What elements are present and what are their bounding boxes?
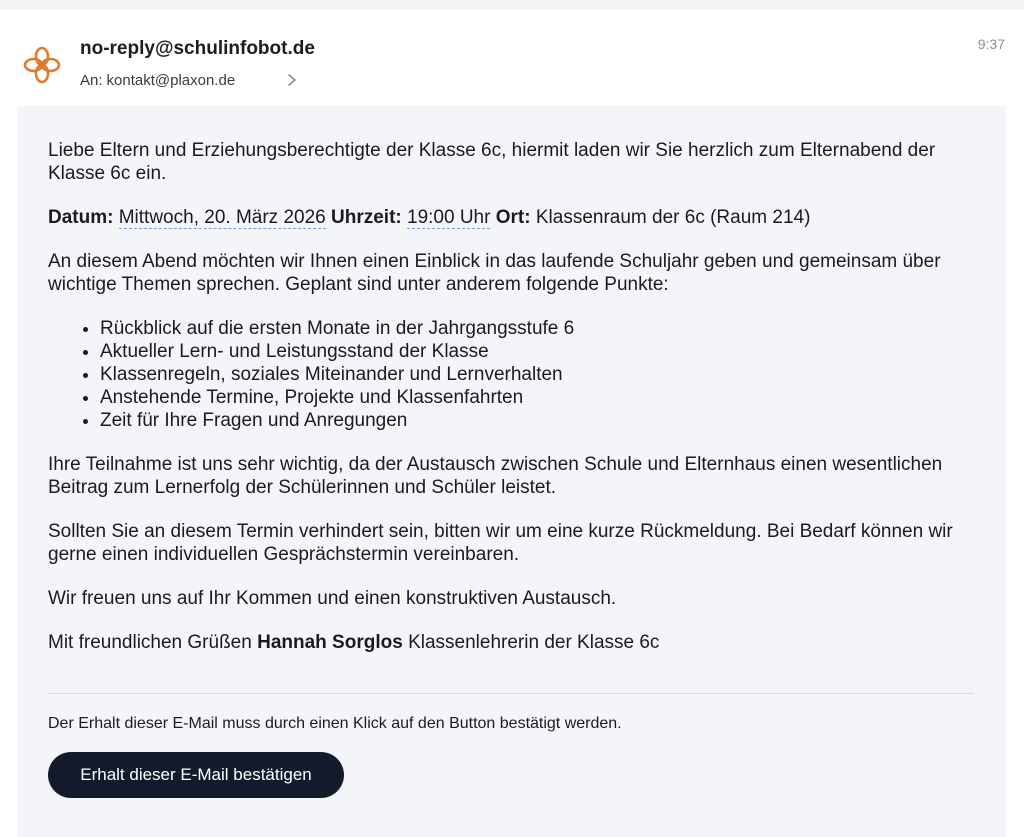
signature-name: Hannah Sorglos [257, 632, 403, 653]
closing-paragraph: Wir freuen uns auf Ihr Kommen und einen konstruktiven Austausch. [48, 588, 617, 609]
agenda-item: • Zeit für Ihre Fragen und Anregungen [100, 409, 974, 432]
importance-paragraph: Ihre Teilnahme ist uns sehr wichtig, da der Austausch zwischen Schule und Elternhaus einen wesentlichen Beitrag zum Lernerfolg der Schülerinnen und Schüler leistet. [48, 454, 943, 498]
agenda-list [48, 317, 974, 432]
signature-role: Klassenlehrerin der Klasse 6c [408, 632, 660, 653]
received-time: 9:37 [977, 36, 1005, 52]
recipient-address[interactable]: kontakt@plaxon.de [106, 72, 236, 89]
chevron-right-icon[interactable] [286, 73, 298, 87]
signature [48, 631, 974, 654]
agenda-item: • Aktueller Lern- und Leistungsstand der Klasse [100, 340, 974, 363]
place-value: Klassenraum der 6c (Raum 214) [535, 207, 811, 228]
intro-paragraph: An diesem Abend möchten wir Ihnen einen Einblick in das laufende Schuljahr geben und gemeinsam über wichtige Themen sprechen. Geplant sind unter anderem folgende Punkte: [48, 251, 941, 295]
message-content [48, 139, 974, 675]
confirmation-notice: Der Erhalt dieser E-Mail muss durch einen Klick auf den Button bestätigt werden. [48, 715, 622, 732]
date-label: Datum: [48, 207, 114, 228]
agenda-item: • Anstehende Termine, Projekte und Klassenfahrten [100, 386, 974, 409]
flower-logo-icon [22, 45, 62, 85]
time-label: Uhrzeit: [331, 207, 402, 228]
time-link[interactable]: 19:00 Uhr [407, 207, 491, 228]
recipient-line[interactable] [80, 72, 235, 89]
message-body [17, 106, 1006, 837]
sender-avatar [22, 45, 62, 85]
date-link[interactable]: Mittwoch, 20. März 2026 [118, 207, 326, 228]
footer-divider [48, 693, 974, 694]
signature-prefix: Mit freundlichen Grüßen [48, 632, 252, 653]
top-bar [0, 0, 1024, 10]
absence-paragraph: Sollten Sie an diesem Termin verhindert sein, bitten wir um eine kurze Rückmeldung. Bei Bedarf können wir gerne einen individuellen Gesprächstermin vereinbaren. [48, 521, 953, 565]
recipient-label: An: [80, 72, 103, 89]
greeting-paragraph: Liebe Eltern und Erziehungsberechtigte der Klasse 6c, hiermit laden wir Sie herzlich zum Elternabend der Klasse 6c ein. [48, 140, 936, 184]
confirm-receipt-button[interactable]: Erhalt dieser E-Mail bestätigen [48, 752, 344, 798]
sender-address[interactable]: no-reply@schulinfobot.de [80, 38, 315, 59]
agenda-item: • Rückblick auf die ersten Monate in der Jahrgangsstufe 6 [100, 317, 974, 340]
agenda-item: • Klassenregeln, soziales Miteinander und Lernverhalten [100, 363, 974, 386]
place-label: Ort: [495, 207, 531, 228]
event-details [48, 206, 974, 229]
